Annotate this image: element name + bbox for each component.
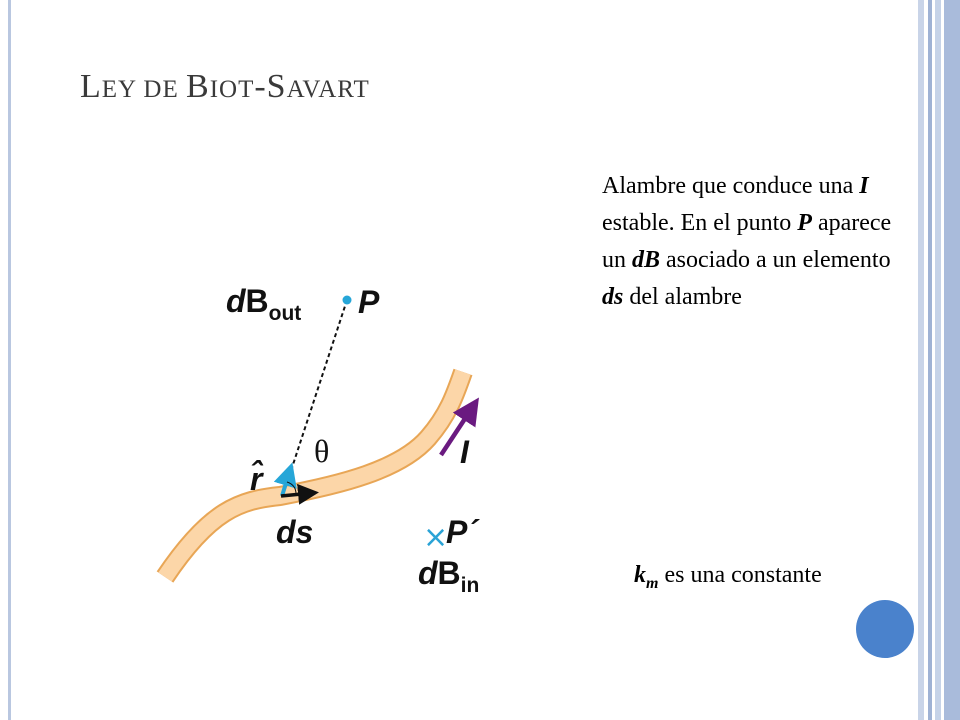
- point-p-dot: [343, 296, 352, 305]
- r-hat-label: r̂: [250, 461, 263, 497]
- description-emphasis: I: [859, 173, 869, 199]
- theta-label: θ: [314, 433, 330, 469]
- cross-icon: ×: [423, 520, 449, 555]
- title-part: EY DE: [101, 76, 187, 103]
- constant-symbol: k: [634, 562, 646, 588]
- description-segment: Alambre que conduce una: [602, 173, 860, 199]
- title-part: AVART: [286, 76, 370, 103]
- description-emphasis: dB: [632, 247, 661, 273]
- title-part: L: [80, 68, 102, 105]
- dB-out-label: $dB_{out}$: [226, 283, 302, 325]
- title-part: B: [186, 68, 210, 105]
- constant-text: es una constante: [658, 562, 822, 588]
- current-label: I: [460, 434, 469, 470]
- description-emphasis: P: [797, 210, 812, 236]
- constant-subscript: m: [646, 574, 659, 592]
- point-p-label: P: [358, 284, 380, 320]
- description-emphasis: ds: [602, 284, 624, 310]
- description-segment: asociado a un elemento: [660, 247, 891, 273]
- title-part: -S: [254, 68, 287, 105]
- ds-label: ds: [276, 514, 314, 550]
- description-segment: estable. En el punto: [602, 210, 798, 236]
- description-segment: del alambre: [623, 284, 742, 310]
- title-part: IOT: [209, 76, 255, 103]
- description-segment: aparece un: [602, 210, 892, 273]
- dB-in-label: $dB_{in}$: [418, 555, 480, 597]
- point-p-prime-label: P´: [446, 514, 478, 550]
